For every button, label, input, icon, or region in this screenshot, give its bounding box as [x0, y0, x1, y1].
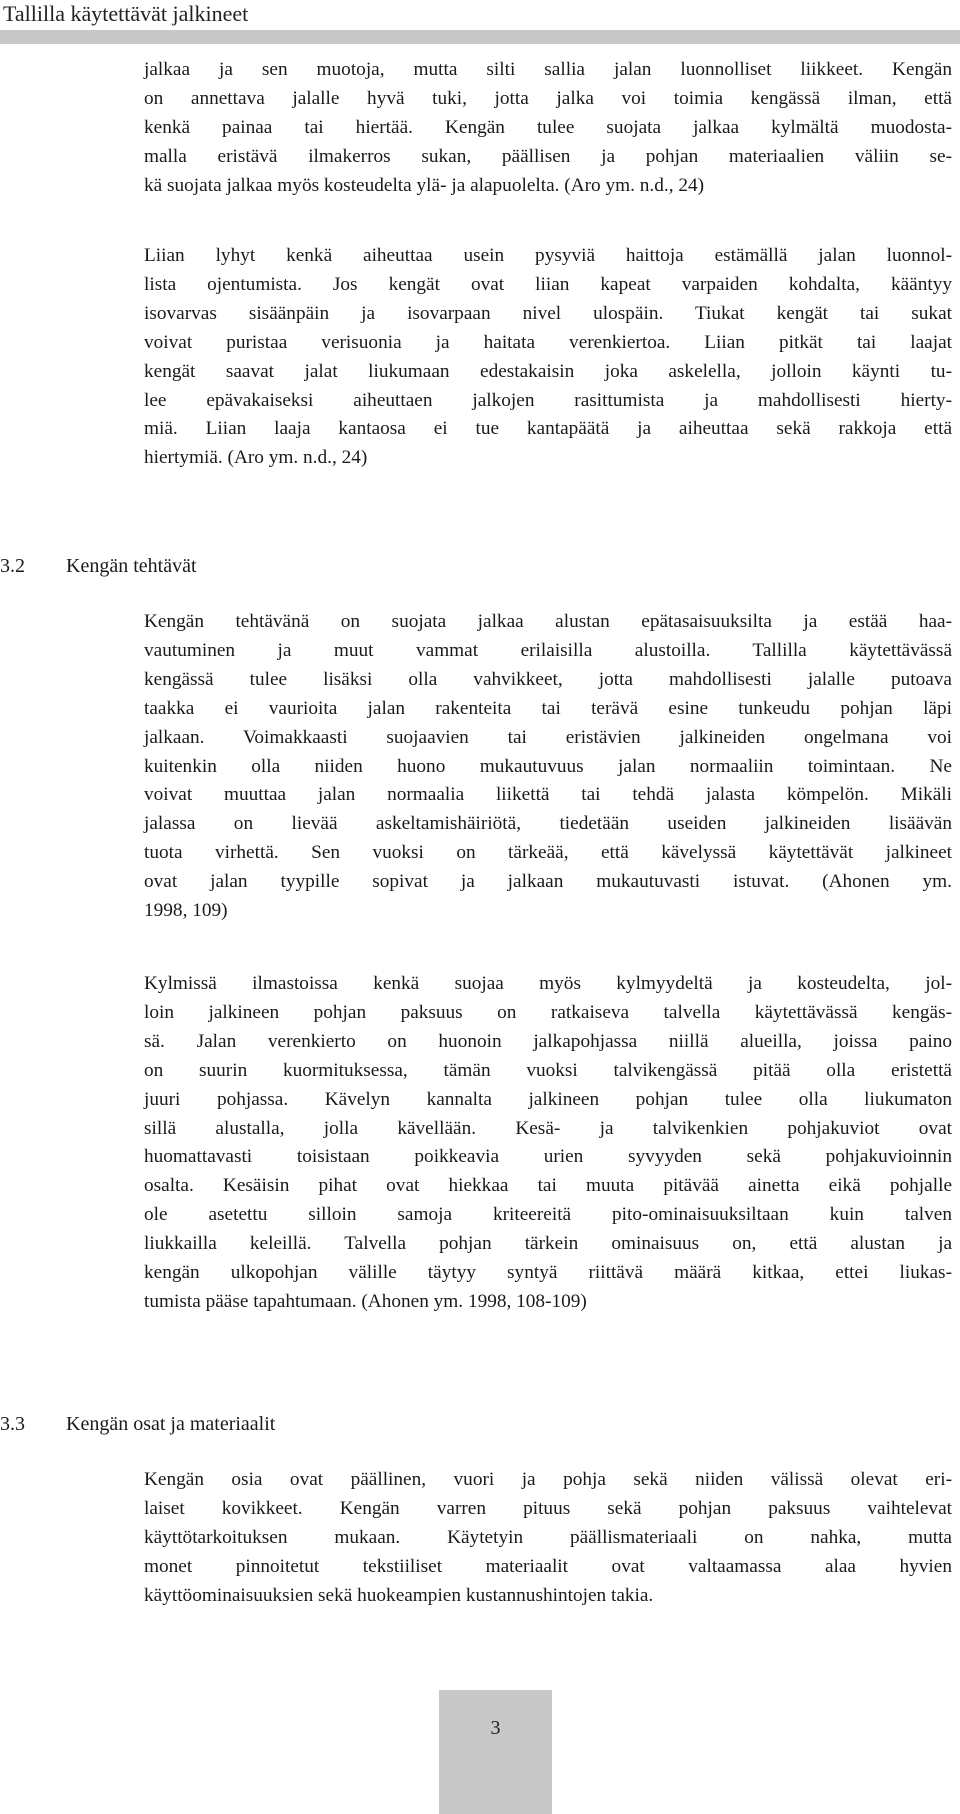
paragraph-1: [144, 56, 952, 201]
text-line: laiset kovikkeet. Kengän varren pituus sekä pohjan paksuus vaihtelevat: [144, 1497, 952, 1519]
running-header: [0, 0, 960, 44]
paragraph-3: [144, 608, 952, 926]
text-line: sä. Jalan verenkierto on huonoin jalkapohjassa niillä alueilla, joissa paino: [144, 1030, 952, 1052]
text-line: huomattavasti toisistaan poikkeavia urien syvyyden sekä pohjakuvioinnin: [144, 1146, 952, 1168]
text-line: Kengän osia ovat päällinen, vuori ja pohja sekä niiden välissä olevat eri-: [144, 1469, 952, 1490]
text-line: miä. Liian laaja kantaosa ei tue kantapäätä ja aiheuttaa sekä rakkoja että: [144, 418, 952, 440]
text-line: tuota virhettä. Sen vuoksi on tärkeää, että kävelyssä käytettävät jalkineet: [144, 842, 952, 864]
text-line: voivat puristaa verisuonia ja haitata verenkiertoa. Liian pitkät tai laajat: [144, 331, 952, 353]
text-line: 1998, 109): [144, 900, 228, 922]
text-line: monet pinnoitetut tekstiiliset materiaalit ovat valtaamassa alaa hyvien: [144, 1555, 952, 1577]
text-line: ovat jalan tyypille sopivat ja jalkaan mukautuvasti istuvat. (Ahonen ym.: [144, 871, 952, 893]
text-line: lista ojentumista. Jos kengät ovat liian kapeat varpaiden kohdalta, kääntyy: [144, 273, 952, 295]
text-line: kuitenkin olla niiden huono mukautuvuus jalan normaaliin toimintaan. Ne: [144, 755, 952, 777]
text-line: jalkaa ja sen muotoja, mutta silti sallia jalan luonnolliset liikkeet. Kengän: [144, 59, 952, 80]
text-line: liukkailla keleillä. Talvella pohjan tärkein ominaisuus on, että alustan ja: [144, 1233, 952, 1255]
text-line: jalkaan. Voimakkaasti suojaavien tai eristävien jalkineiden ongelmana voi: [144, 726, 952, 748]
paragraph-4: [144, 970, 952, 1317]
section-title: Kengän osat ja materiaalit: [66, 1413, 276, 1435]
text-line: voivat muuttaa jalan normaalia liikettä tai tehdä jalasta kömpelön. Mikäli: [144, 784, 952, 806]
text-line: käyttötarkoituksen mukaan. Käytetyin päällismateriaali on nahka, mutta: [144, 1526, 952, 1548]
text-line: kengän ulkopohjan välille täytyy syntyä riittävä määrä kitkaa, ettei liukas-: [144, 1262, 952, 1284]
text-line: taakka ei vaurioita jalan rakenteita tai terävä esine tunkeudu pohjan läpi: [144, 697, 952, 719]
text-line: kenkä painaa tai hiertää. Kengän tulee suojata jalkaa kylmältä muodosta-: [144, 116, 952, 138]
section-title: Kengän tehtävät: [66, 555, 197, 577]
header-rule: [0, 30, 960, 44]
text-line: sillä alustalla, jolla kävellään. Kesä- ja talvikenkien pohjakuviot ovat: [144, 1117, 952, 1139]
text-line: Kylmissä ilmastoissa kenkä suojaa myös kylmyydeltä ja kosteudelta, jol-: [144, 973, 952, 994]
text-line: malla eristävä ilmakerros sukan, päällisen ja pohjan materiaalien väliin se-: [144, 145, 952, 167]
text-line: jalassa on lievää askeltamishäiriötä, tiedetään useiden jalkineiden lisäävän: [144, 813, 952, 835]
text-line: lee epävakaiseksi aiheuttaen jalkojen rasittumista ja mahdollisesti hierty-: [144, 389, 952, 411]
text-line: Kengän tehtävänä on suojata jalkaa alustan epätasaisuuksilta ja estää haa-: [144, 611, 952, 632]
text-line: kengässä tulee lisäksi olla vahvikkeet, jotta mahdollisesti jalalle putoava: [144, 668, 952, 690]
text-line: ole asetettu silloin samoja kriteereitä pito-ominaisuuksiltaan kuin talven: [144, 1204, 952, 1226]
text-line: hiertymiä. (Aro ym. n.d., 24): [144, 447, 368, 469]
text-line: isovarvas sisäänpäin ja isovarpaan nivel ulospäin. Tiukat kengät tai sukat: [144, 302, 952, 324]
text-line: osalta. Kesäisin pihat ovat hiekkaa tai muuta pitävää ainetta eikä pohjalle: [144, 1175, 952, 1197]
section-number: 3.2: [0, 555, 25, 577]
page-number-box: [439, 1690, 552, 1814]
paragraph-5: [144, 1466, 952, 1611]
text-line: on annettava jalalle hyvä tuki, jotta jalka voi toimia kengässä ilman, että: [144, 87, 952, 109]
text-line: kengät saavat jalat liukumaan edestakaisin joka askelella, jolloin käynti tu-: [144, 360, 952, 382]
text-line: käyttöominaisuuksien sekä huokeampien kustannushintojen takia.: [144, 1584, 654, 1606]
text-line: juuri pohjassa. Kävelyn kannalta jalkineen pohjan tulee olla liukumaton: [144, 1088, 952, 1110]
text-line: kä suojata jalkaa myös kosteudelta ylä- ja alapuolelta. (Aro ym. n.d., 24): [144, 174, 705, 196]
page-number: 3: [490, 1717, 501, 1739]
text-line: vautuminen ja muut vammat erilaisilla alustoilla. Tallilla käytettävässä: [144, 639, 952, 661]
text-line: loin jalkineen pohjan paksuus on ratkaiseva talvella käytettävässä kengäs-: [144, 1001, 952, 1023]
text-line: Liian lyhyt kenkä aiheuttaa usein pysyviä haittoja estämällä jalan luonnol-: [144, 245, 952, 266]
document-title: Tallilla käytettävät jalkineet: [3, 1, 249, 26]
section-number: 3.3: [0, 1413, 25, 1435]
text-line: on suurin kuormituksessa, tämän vuoksi talvikengässä pitää olla eristettä: [144, 1059, 952, 1081]
text-line: tumista pääse tapahtumaan. (Ahonen ym. 1998, 108-109): [144, 1290, 587, 1312]
paragraph-2: [144, 242, 952, 473]
